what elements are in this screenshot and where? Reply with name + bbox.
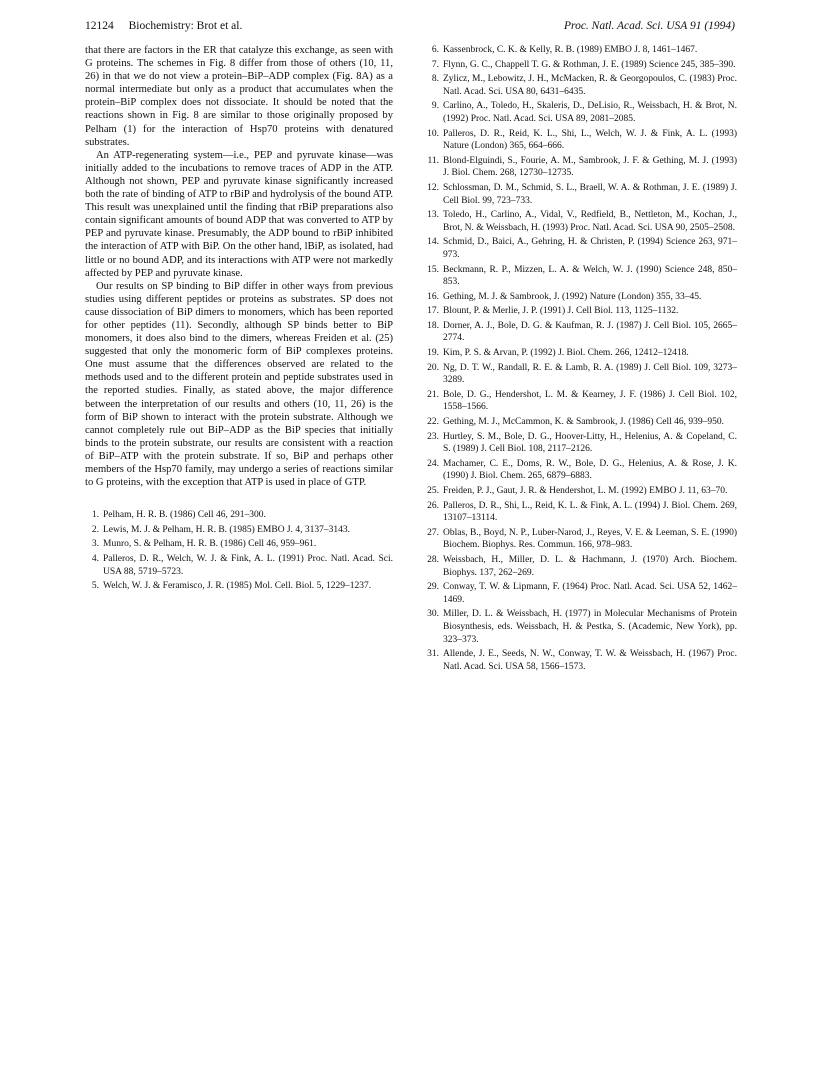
reference-item [425,100,737,125]
reference-text: Kassenbrock, C. K. & Kelly, R. B. (1989) EMBO J. 8, 1461–1467. [443,45,698,55]
reference-text: Schmid, D., Baici, A., Gehring, H. & Christen, P. (1994) Science 263, 971–973. [443,237,737,260]
reference-item [425,554,737,579]
reference-number: 7. [431,59,439,70]
reference-number: 23. [427,431,439,442]
reference-number: 19. [427,348,439,359]
reference-text: Allende, J. E., Seeds, N. W., Conway, T. W. & Weissbach, H. (1967) Proc. Natl. Acad. Sci. USA 58, 1566–1573. [443,649,737,672]
reference-text: Gething, M. J., McCammon, K. & Sambrook, J. (1986) Cell 46, 939–950. [443,417,725,428]
reference-text: Gething, M. J. & Sambrook, J. (1992) Nature (London) 355, 33–45. [443,291,702,302]
reference-number: 10. [427,128,439,139]
reference-item [425,362,737,387]
reference-text: Oblas, B., Boyd, N. P., Luber-Narod, J., Reyes, V. E. & Leeman, S. E. (1990) Biochem. Biophys. Res. Commun. 166, 978–983. [443,527,737,551]
reference-item [425,155,737,180]
reference-item [85,524,393,537]
reference-text: Kim, P. S. & Arvan, P. (1992) J. Biol. Chem. 266, 12412–12418. [443,348,689,359]
reference-text: Weissbach, H., Miller, D. L. & Hachmann, J. (1970) Arch. Biochem. Biophys. 137, 262–269. [443,554,737,578]
reference-item [425,608,737,646]
reference-text: Palleros, D. R., Welch, W. J. & Fink, A. L. (1991) Proc. Natl. Acad. Sci. USA 88, 5719–5723. [103,553,393,577]
reference-text: Carlino, A., Toledo, H., Skaleris, D., DeLisio, R., Weissbach, H. & Brot, N. (1992) Proc. Natl. Acad. Sci. USA 89, 2081–2085. [443,101,737,124]
reference-number: 20. [427,362,439,373]
reference-text: Munro, S. & Pelham, H. R. B. (1986) Cell 46, 959–961. [103,539,317,550]
reference-number: 22. [427,417,439,428]
reference-number: 12. [427,182,439,193]
reference-item [425,347,737,360]
reference-number: 16. [427,291,439,302]
reference-item [425,128,737,153]
reference-text: Blount, P. & Merlie, J. P. (1991) J. Cell Biol. 113, 1125–1132. [443,306,679,317]
reference-text: Beckmann, R. P., Mizzen, L. A. & Welch, W. J. (1990) Science 248, 850–853. [443,264,737,288]
reference-item [425,527,737,552]
reference-item [85,538,393,551]
journal-citation: Proc. Natl. Acad. Sci. USA 91 (1994) [564,20,735,32]
reference-text: Hurtley, S. M., Bole, D. G., Hoover-Litty, H., Helenius, A. & Copeland, C. S. (1989) J. Cell Biol. 108, 2117–2126. [443,431,737,455]
reference-text: Welch, W. J. & Feramisco, J. R. (1985) Mol. Cell. Biol. 5, 1229–1237. [103,581,372,592]
reference-number: 8. [431,74,439,85]
reference-text: Zylicz, M., Lebowitz, J. H., McMacken, R. & Georgopoulos, C. (1983) Proc. Natl. Acad. Sci. USA 80, 6431–6435. [443,74,737,97]
reference-text: Pelham, H. R. B. (1986) Cell 46, 291–300. [103,510,266,521]
reference-number: 1. [91,510,99,521]
reference-item [425,73,737,98]
reference-text: Bole, D. G., Hendershot, L. M. & Kearney, J. F. (1986) J. Cell Biol. 102, 1558–1566. [443,389,737,413]
reference-number: 15. [427,264,439,275]
body-paragraph: Our results on SP binding to BiP differ in other ways from previous studies using different peptides or proteins as substrates. SP does not cause dissociation of BiP dimers to monomers, which has been reported for other peptides (11). Secondly, although SP binds better to BiP monomers, it does also bind to the dimers, whereas Freiden et al. (25) suggested that only the monomeric form of BiP complexes proteins. One must assume that the differences observed are related to the methods used and to the different protein and peptide substrates used in the reported studies. Finally, as stated above, the major difference between the interpretation of our results and others (10, 11, 26) is the form of BiP shown to interact with the protein substrate. Although we cannot completely rule out BiP–ADP as the BiP species that initially binds to the protein substrate, our results are consistent with a reaction of BiP–ATP with the protein substrate. If so, BiP and perhaps other members of the Hsp70 family, may undergo a series of reactions similar to G proteins, with the exception that ATP is used in place of GTP. [85,280,393,489]
reference-text: Flynn, G. C., Chappell T. G. & Rothman, J. E. (1989) Science 245, 385–390. [443,59,736,70]
reference-number: 14. [427,237,439,248]
reference-text: Palleros, D. R., Shi, L., Reid, K. L. & Fink, A. L. (1994) J. Biol. Chem. 269, 13107–13114. [443,500,737,524]
reference-text: Freiden, P. J., Gaut, J. R. & Hendershot, L. M. (1992) EMBO J. 11, 63–70. [443,486,728,496]
running-title: Biochemistry: Brot et al. [128,20,243,32]
reference-number: 27. [427,527,439,538]
reference-number: 11. [427,155,439,166]
reference-number: 21. [427,389,439,400]
reference-item [425,209,737,234]
reference-text: Lewis, M. J. & Pelham, H. R. B. (1985) EMBO J. 4, 3137–3143. [103,524,350,535]
reference-item [425,431,737,456]
reference-item [425,648,737,673]
reference-item [425,416,737,429]
reference-number: 24. [427,458,439,469]
reference-list [85,509,393,593]
body-paragraph: that there are factors in the ER that catalyze this exchange, as seen with G proteins. The schemes in Fig. 8 differ from those of others (10, 11, 26) in that we do not view a protein–BiP–ADP complex (Fig. 8A) as a normal intermediate but only as a product that accumulates when the protein–BiP complex does not dissociate. It should be noted that the reactions shown in Fig. 8 are similar to those originally proposed by Pelham (1) for the interaction of Hsp70 proteins with denatured substrates. [85,45,393,148]
reference-text: Blond-Elguindi, S., Fourie, A. M., Sambrook, J. F. & Gething, M. J. (1993) J. Biol. Chem. 268, 12730–12735. [443,155,737,179]
reference-number: 6. [431,45,439,55]
right-column [425,44,737,675]
reference-text: Machamer, C. E., Doms, R. W., Bole, D. G., Helenius, A. & Rose, J. K. (1990) J. Biol. Chem. 265, 6879–6883. [443,458,737,482]
reference-item [425,305,737,318]
reference-number: 18. [427,320,439,331]
reference-number: 25. [427,486,439,496]
reference-item [85,580,393,593]
reference-text: Dorner, A. J., Bole, D. G. & Kaufman, R. J. (1987) J. Cell Biol. 105, 2665–2774. [443,320,737,344]
reference-list-continued [425,44,737,673]
reference-number: 13. [427,210,439,221]
body-paragraph: An ATP-regenerating system—i.e., PEP and pyruvate kinase—was initially added to the incubations to remove traces of ADP in the ATP. Although not shown, PEP and pyruvate kinase significantly increased both the rate of binding of ATP to rBiP and hydrolysis of the bound ATP. This result was unexplained until the finding that rBiP preparations also contain significant amounts of bound ADP that was converted to ATP by PEP and pyruvate kinase. Presumably, the ADP bound to rBiP inhibited the interaction of ATP with BiP. On the other hand, lBiP, as isolated, had little or no bound ADP, and its interactions with ATP were not markedly affected by PEP and pyruvate kinase. [85,149,393,279]
reference-item [425,236,737,261]
reference-number: 30. [427,609,439,620]
reference-item [425,320,737,345]
reference-text: Schlossman, D. M., Schmid, S. L., Braell, W. A. & Rothman, J. E. (1989) J. Cell Biol. 99, 723–733. [443,182,737,206]
reference-item [425,458,737,483]
reference-item [425,581,737,606]
reference-text: Ng, D. T. W., Randall, R. E. & Lamb, R. A. (1989) J. Cell Biol. 109, 3273–3289. [443,362,737,386]
reference-item [425,182,737,207]
reference-number: 4. [91,553,99,564]
page-number: 12124 [85,20,114,32]
reference-item [425,44,737,57]
reference-number: 5. [91,581,99,592]
reference-item [425,500,737,525]
reference-item [85,509,393,522]
reference-item [85,553,393,578]
reference-text: Toledo, H., Carlino, A., Vidal, V., Redfield, B., Nettleton, M., Kochan, J., Brot, N. & Weissbach, H. (1993) Proc. Natl. Acad. Sci. USA 90, 2505–2508. [443,210,737,233]
left-column [85,44,393,595]
reference-text: Palleros, D. R., Reid, K. L., Shi, L., Welch, W. J. & Fink, A. L. (1993) Nature (London) 365, 664–666. [443,128,737,152]
reference-number: 17. [427,306,439,317]
reference-number: 28. [427,554,439,565]
reference-number: 3. [91,539,99,550]
reference-text: Conway, T. W. & Lipmann, F. (1964) Proc. Natl. Acad. Sci. USA 52, 1462–1469. [443,582,737,605]
reference-number: 26. [427,500,439,511]
reference-item [425,264,737,289]
reference-text: Miller, D. L. & Weissbach, H. (1977) in Molecular Mechanisms of Protein Biosynthesis, eds. Weissbach, H. & Pestka, S. (Academic, New York), pp. 323–373. [443,609,737,645]
page-header [85,20,735,40]
header-left [85,20,242,32]
reference-item [425,389,737,414]
reference-number: 31. [427,649,439,660]
reference-number: 2. [91,524,99,535]
reference-item [425,291,737,304]
reference-number: 9. [431,101,439,112]
reference-item [425,485,737,498]
reference-number: 29. [427,582,439,593]
reference-item [425,59,737,72]
